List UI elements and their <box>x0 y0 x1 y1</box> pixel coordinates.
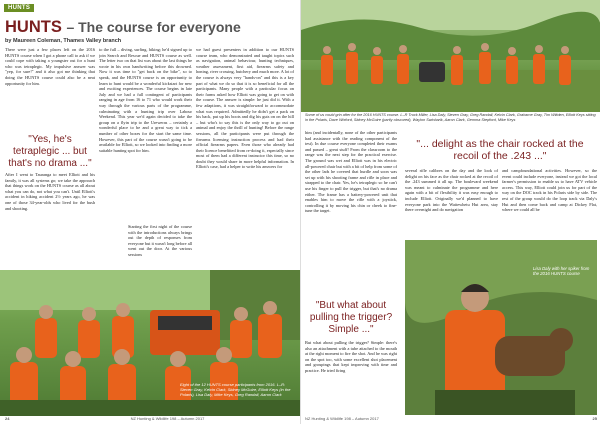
pull-quote-3: "... delight as the chair rocked at the recoil of the .243 ..." <box>416 138 584 162</box>
body-column-3: we had guest presenters in addition to our HUNTS course team, who demonstrated and taught topics such as navigation, animal behaviour, hunting techniques, weather assessment, first aid, firearms safety and honing, river crossing, butchery and much more. A lot of the course is always very "hands-on" and this is a key part of what we do so that it is so beneficial for all the participants. Many people with a particular focus on their farms asked how Elliott was going to get on with the course. The answer is simple: he just did it. With a few adaptions, it was straightforward to accommodate what was required. Admittedly he didn't get a pack on his back, put up his boots and dig his guts on on the hill – but who's to say this is the only way to go out on animal and enjoy the thrill of hunting! Before the range sessions, all the participants were put through the firearms licensing instruction process and had their official firearms papers. Even those who already had their licence benefitted from re-doing it, especially since most of them had a different instructor this time, so no doubt they would share in more helpful information. In Elliott's case, had a helper to write his answers for <box>196 47 294 170</box>
right-footer <box>305 416 597 421</box>
pull-quote-2: "But what about pulling the trigger? Simple ..." <box>309 300 393 335</box>
body-column-1-continued: After I went to Tauranga to meet Elliott and his family, it was all systems go; we take the approach that things work on the HUNTS course as all about what you can do, not what you can't. Until Elliott's accident in hiking accident 2½ years ago, he was one of those 34-year-olds who lived for the bush and shooting. <box>5 172 95 211</box>
hunter-photo-caption: Lisa Daly with her spiker from the 2016 HUNTS course <box>533 266 590 277</box>
body-column-2: to the full – diving, surfing, hiking; he'd signed up to join Search and Rescue and HUNTS course as well. The letter two on that list was about the last things he wrote in his own handwriting before this drowned. Now it was time to "get back on the bike", so to speak, and the HUNTS course is an opportunity to learn to hunt would be a wonderful kickstart for new and exciting experiences. The course begins in late July and we had a full contingent of participants ranging in age from 16 to 71 who would work their way through the various parts of the programme, culminating with a hunting trip over Labour Weekend. This year we'd again decided to take the group on a flyin trip to the Ureweras – certainly a wonderful place to be and a great way to tick a number of other boxes for the start the same time. However, this part of the course wasn't going to be available for Elliott, so we looked into finding a more suitable hunting spot for him. <box>99 47 192 153</box>
landscape-group-photo-graphic <box>301 0 600 112</box>
right-body-column-2: several rifle calibres on the day and the look of delight on his face as the chair rocked at the recoil of the .243 summed it all up. The boulevard weekend was meant to culminate the programme and here again with a bit of flexibility it was easy enough to include Elliott. Originally we'd planned to have everyone park into the Waitewhetu Hut area, stay there overnight and do navigation <box>405 168 498 213</box>
byline: by Maureen Coleman, Thames Valley branch <box>5 38 122 44</box>
group-photo <box>0 270 300 416</box>
left-footer <box>5 416 204 421</box>
page-number-right: 25 <box>592 416 597 421</box>
title-suffix: – The course for everyone <box>66 19 241 35</box>
right-body-column-1: him (and incidentally, none of the other participants had assistance with the reading component of the test). In due course everyone completed their exams and passed – great stuff! From the classroom to the range was the next step for the practical exercise. The ground was wet and Elliott was in his electric all-powered chair but with a bit of help from some of the other lads he covered that hurdle and soon was set up with his shooting frame and rifle in place and strapped to the chair. Yes, he's tetraplegic so he can't use his finger to pull the trigger, but that's no drama either. The frame has a battery-powered unit that enables him to move the rifle with a joystick, controlling it by moving his chin or cheek to fine-tune the target. <box>305 130 397 214</box>
pull-quote-1: "Yes, he's tetraplegic ... but that's no drama ..." <box>8 134 92 169</box>
left-footer-text: NZ Hunting & Wildlife 198 – Autumn 2017 <box>130 416 205 421</box>
right-page <box>300 0 600 424</box>
right-footer-text: NZ Hunting & Wildlife 198 – Autumn 2017 <box>305 416 379 421</box>
body-column-2-continued: Starting the first night of the course with the introductions always brings out the depth of responses from everyone but it wasn't long before all went out the door. At the various sessions <box>128 224 192 257</box>
right-body-column-3: and campfoundational activities. However, so the event could include everyone, instead we got the local farmer's permission to enable us to have ATV vehicle access. This way, Elliott could join us for part of the way on the DOC track in his Polaris side by side. The rest of the group would do the loop track via Daly's Hut and then come back and camp at Dickey Flat, where we could all be <box>502 168 597 213</box>
group-photo-caption: Eight of the 12 HUNTS course participants from 2016. L–R: Steven Gray, Kelvin Clark, Sidney McGuire, Elliott Keys (in the Polaris), Lisa Daly, Mike Keys, Greg Randall, Aaron Clark <box>180 382 291 397</box>
hunter-photo <box>405 240 597 415</box>
right-body-column-1-continued: But what about pulling the trigger? Simple: there's also an attachment with a tube attached to the mouth at the right moment to fire the shot. And he was right on the spot too, with some excellent shot placement and groupings that kept improving with time and practice. He tried firing <box>305 340 397 373</box>
title-main: HUNTS <box>5 18 62 36</box>
landscape-group-photo <box>301 0 600 112</box>
top-photo-caption: Some of us could grin after for the 2016 HUNTS course. L–R Truck Miller, Lisa Daly, Steven Gray, Greg Randall, Kelvin Clark, Grahame Gray, Tim Wiltden, Elliott Keys sitting in the Polaris, Dave Wixford, Sidney McGuire (partly obscured), Waylon Swinbarik, Aaron Clark, Gemma Stepford, Mike Keys <box>305 113 596 122</box>
article-title <box>5 18 295 36</box>
body-column-1: There were just a few places left on the 2016 HUNTS course when I got a phone call to ask if we could cope with taking a youngster out for a hunt who was tetraplegic. My impulsive answer was "yep, for sure!" and it also got me thinking that doing the HUNTS course could also be a neat opportunity for him. <box>5 47 95 86</box>
page-number-left: 24 <box>5 416 10 421</box>
section-tab: HUNTS <box>4 4 34 12</box>
